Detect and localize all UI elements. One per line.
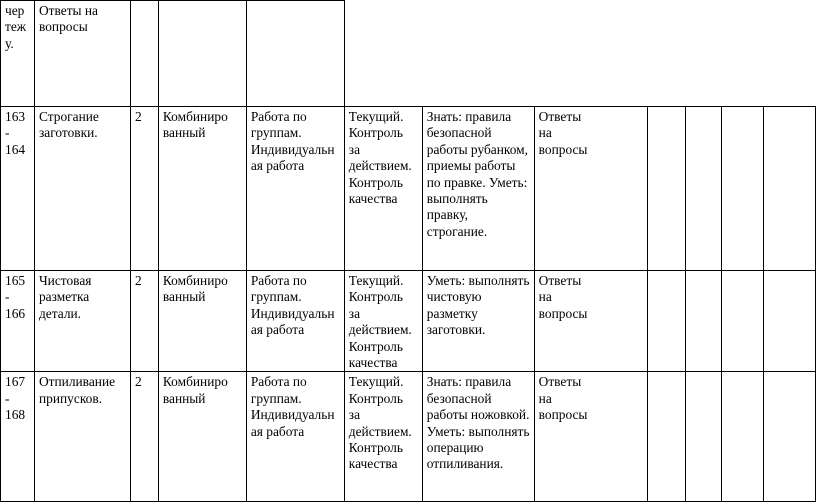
cell-empty (686, 107, 722, 271)
lesson-hours: 2 (130, 271, 158, 372)
cell-empty (648, 107, 686, 271)
lesson-topic: Строгание заготовки. (34, 107, 130, 271)
control-type: Текущий. Контроль за действием. Контроль качества (344, 107, 422, 271)
cell-empty (130, 1, 158, 107)
cell-empty (764, 271, 816, 372)
cell-empty (722, 271, 764, 372)
cell-blank-area (344, 1, 815, 107)
answers: Ответы на вопросы (534, 107, 648, 271)
cell-empty (158, 1, 246, 107)
lesson-type: Комбиниро ванный (158, 271, 246, 372)
lesson-number: 167 - 168 (1, 372, 35, 502)
cell-empty (648, 271, 686, 372)
lesson-number: 165 - 166 (1, 271, 35, 372)
control-type: Текущий. Контроль за действием. Контроль качества (344, 372, 422, 502)
lesson-type: Комбиниро ванный (158, 372, 246, 502)
requirements: Знать: правила безопасной работы ножовкой. Уметь: выполнять операцию отпиливания. (422, 372, 534, 502)
lesson-topic: Отпиливание припусков. (34, 372, 130, 502)
cell-empty (764, 372, 816, 502)
table-row (1, 372, 816, 502)
table-row (1, 107, 816, 271)
lesson-topic: Чистовая разметка детали. (34, 271, 130, 372)
cell-empty (686, 271, 722, 372)
work-form: Работа по группам. Индивидуальн ая работа (246, 372, 344, 502)
cell-empty (246, 1, 344, 107)
table-row-top (1, 1, 816, 107)
cell-empty (764, 107, 816, 271)
table-row (1, 271, 816, 372)
requirements: Знать: правила безопасной работы рубанком, приемы работы по правке. Уметь: выполнять правку, строгание. (422, 107, 534, 271)
work-form: Работа по группам. Индивидуальн ая работа (246, 271, 344, 372)
answers: Ответы на вопросы (534, 372, 648, 502)
answers: Ответы на вопросы (534, 271, 648, 372)
lesson-hours: 2 (130, 372, 158, 502)
lesson-number: 163 - 164 (1, 107, 35, 271)
cell-empty (722, 107, 764, 271)
work-form: Работа по группам. Индивидуальн ая работа (246, 107, 344, 271)
cell-drawing-fragment: чер теж у. (1, 1, 35, 107)
lesson-type: Комбиниро ванный (158, 107, 246, 271)
lesson-hours: 2 (130, 107, 158, 271)
cell-empty (686, 372, 722, 502)
cell-empty (648, 372, 686, 502)
cell-empty (722, 372, 764, 502)
control-type: Текущий. Контроль за действием. Контроль качества (344, 271, 422, 372)
cell-answers-fragment: Ответы на вопросы (34, 1, 130, 107)
requirements: Уметь: выполнять чистовую разметку заготовки. (422, 271, 534, 372)
